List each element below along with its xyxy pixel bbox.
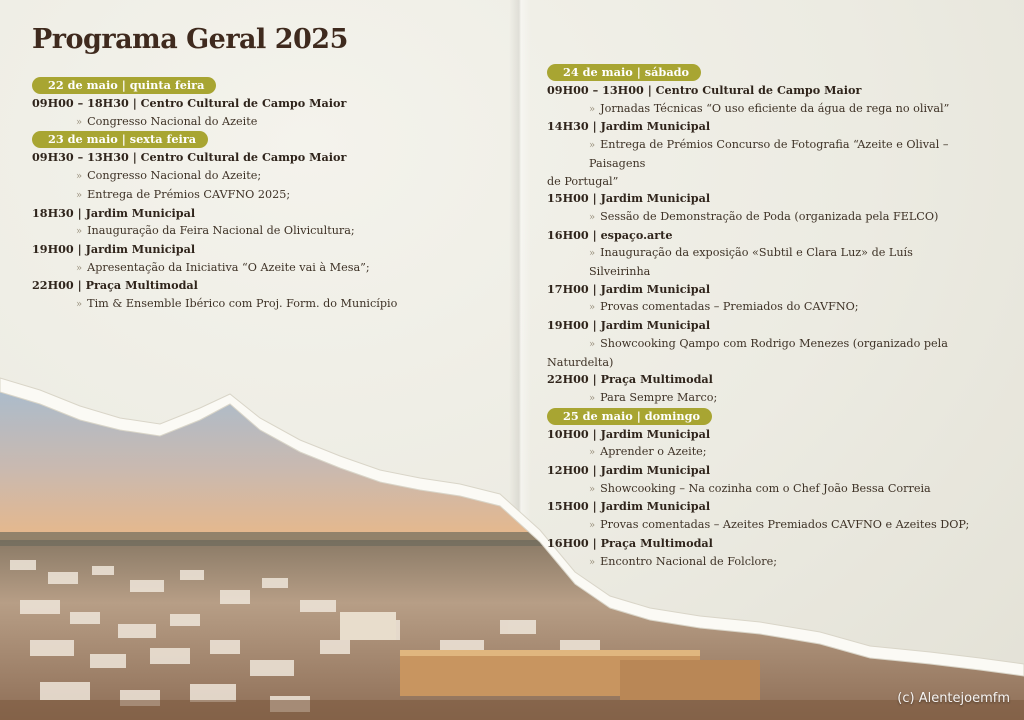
event-time-venue: 17H00 | Jardim Municipal [547,281,711,296]
event-item: » Apresentação da Iniciativa “O Azeite vai à Mesa”; [76,260,370,274]
event-time-venue: 15H00 | Jardim Municipal [547,191,711,206]
chevron-right-icon: » [589,556,596,568]
chevron-right-icon: » [589,483,596,495]
event-item: » Congresso Nacional do Azeite [76,114,258,128]
event-item: » Inauguração da exposição «Subtil e Clara Luz» de Luís Silveirinha [589,246,913,279]
event-item: » Showcooking – Na cozinha com o Chef João Bessa Correia [589,481,931,495]
event-time-venue: 09H00 – 18H30 | Centro Cultural de Campo Maior [32,96,347,110]
photo-credit: (c) Alentejoemfm [897,691,1010,706]
event-item: » Entrega de Prémios Concurso de Fotografia “Azeite e Olival – Paisagens [589,138,949,170]
chevron-right-icon: » [589,447,596,459]
chevron-right-icon: » [76,226,83,238]
chevron-right-icon: » [76,189,83,201]
event-item-continuation: de Portugal” [547,174,619,188]
chevron-right-icon: » [589,248,596,260]
event-item: » Encontro Nacional de Folclore; [589,554,778,568]
event-time-venue: 09H30 – 13H30 | Centro Cultural de Campo Maior [32,150,347,165]
event-time-venue: 15H00 | Jardim Municipal [547,499,711,514]
chevron-right-icon: » [589,103,596,115]
event-time-venue: 10H00 | Jardim Municipal [547,426,711,441]
day-badge-23-maio: 23 de maio | sexta feira [32,131,208,148]
event-item: » Congresso Nacional do Azeite; [76,169,262,183]
event-item: » Showcooking Qampo com Rodrigo Menezes (organizado pela [589,336,948,350]
event-time-venue: 16H00 | Praça Multimodal [547,535,713,550]
event-time-venue: 09H00 – 13H00 | Centro Cultural de Campo Maior [547,83,862,97]
chevron-right-icon: » [589,302,596,314]
event-item: » Inauguração da Feira Nacional de Olivicultura; [76,224,355,238]
event-item: » Entrega de Prémios CAVFNO 2025; [76,187,291,201]
event-item-continuation: Naturdelta) [547,355,614,369]
day-badge-22-maio: 22 de maio | quinta feira [32,77,216,94]
event-item: » Provas comentadas – Premiados do CAVFNO; [589,300,859,314]
event-time-venue: 14H30 | Jardim Municipal [547,119,711,134]
chevron-right-icon: » [589,520,596,532]
event-time-venue: 22H00 | Praça Multimodal [32,278,198,293]
schedule-left-column [32,77,472,314]
chevron-right-icon: » [76,116,83,128]
event-item: » Jornadas Técnicas “O uso eficiente da água de rega no olival” [589,101,950,115]
page-title: Programa Geral 2025 [32,24,348,55]
day-badge-24-maio: 24 de maio | sábado [547,64,701,81]
event-time-venue: 22H00 | Praça Multimodal [547,372,713,387]
event-time-venue: 18H30 | Jardim Municipal [32,205,196,220]
chevron-right-icon: » [76,262,83,274]
event-time-venue: 12H00 | Jardim Municipal [547,463,711,478]
event-item: » Para Sempre Marco; [589,390,718,404]
event-item: » Tim & Ensemble Ibérico com Proj. Form. do Município [76,297,398,311]
chevron-right-icon: » [589,392,596,404]
chevron-right-icon: » [589,211,596,223]
chevron-right-icon: » [589,140,596,152]
chevron-right-icon: » [589,338,596,350]
event-item: » Provas comentadas – Azeites Premiados CAVFNO e Azeites DOP; [589,518,970,532]
event-time-venue: 16H00 | espaço.arte [547,227,673,242]
event-time-venue: 19H00 | Jardim Municipal [32,241,196,256]
chevron-right-icon: » [76,299,83,311]
day-badge-25-maio: 25 de maio | domingo [547,408,712,425]
chevron-right-icon: » [76,171,83,183]
event-time-venue: 19H00 | Jardim Municipal [547,318,711,333]
event-item: » Sessão de Demonstração de Poda (organizada pela FELCO) [589,209,939,223]
schedule-right-column [547,64,977,571]
event-item: » Aprender o Azeite; [589,445,707,459]
